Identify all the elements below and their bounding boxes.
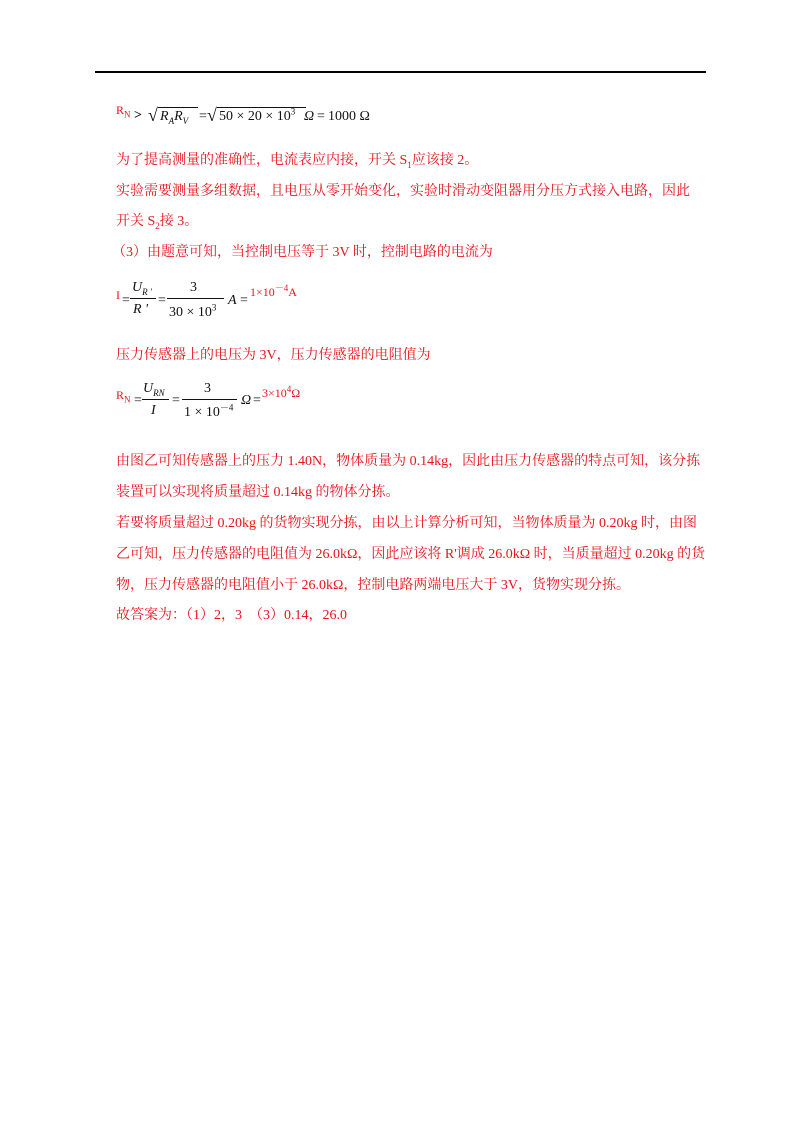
para-threshold-1: 由图乙可知传感器上的压力 1.40N，物体质量为 0.14kg，因此由压力传感器的特点可知，该分拣 bbox=[116, 454, 701, 469]
formula2-unit: A bbox=[228, 293, 237, 308]
header-rule bbox=[95, 71, 706, 73]
formula1-result: 1000 Ω bbox=[328, 109, 370, 124]
sqrt1-content: $R_AR_V$ bbox=[160, 109, 189, 126]
formula3-frac1-bar bbox=[142, 399, 169, 400]
para-adjust-1: 若要将质量超过 0.20kg 的货物实现分拣，由以上计算分析可知，当物体质量为 0.20kg 时，由图 bbox=[116, 516, 697, 531]
formula3-den1: I bbox=[151, 403, 156, 418]
formula3-eq3: = bbox=[253, 393, 261, 408]
formula2-den2: $30 \times 10^3$ bbox=[169, 302, 217, 320]
formula3-frac2-bar bbox=[182, 399, 237, 400]
formula3-unit: Ω bbox=[241, 393, 252, 408]
formula2-den1: R ' bbox=[133, 302, 149, 317]
formula2-lhs: I bbox=[116, 288, 120, 302]
para-answer: 故答案为：（1）2，3 （3）0.14，26.0 bbox=[116, 608, 347, 623]
formula3-result: $3\times 10^4\Omega$ bbox=[262, 384, 301, 400]
para-sensor-voltage: 压力传感器上的电压为 3V，压力传感器的电阻值为 bbox=[116, 348, 431, 363]
formula3-eq: = bbox=[134, 393, 142, 408]
para-multi-data-1: 实验需要测量多组数据，且电压从零开始变化，实验时滑动变阻器用分压方式接入电路，因此 bbox=[116, 184, 690, 199]
formula2-num1: $U_{R '}$ bbox=[132, 280, 152, 297]
para-adjust-3: 物，压力传感器的电阻值小于 26.0kΩ，控制电路两端电压大于 3V，货物实现分拣。 bbox=[116, 578, 631, 593]
formula1-omega: Ω bbox=[304, 109, 315, 124]
para-adjust-2: 乙可知，压力传感器的电阻值为 26.0kΩ，因此应该将 R'调成 26.0kΩ 时，当质量超过 0.20kg 的货 bbox=[116, 547, 706, 562]
formula1-lhs: $R_N$ bbox=[116, 103, 131, 120]
sqrt1-sign: √ bbox=[148, 105, 158, 125]
formula2-frac2-bar bbox=[167, 298, 224, 299]
formula2-result: $1\times 10^{-4}A$ bbox=[250, 283, 297, 299]
para-threshold-2: 装置可以实现将质量超过 0.14kg 的物体分拣。 bbox=[116, 485, 400, 500]
para-multi-data-2: 开关 $S_2$接 3。 bbox=[116, 214, 199, 231]
formula3-num2: 3 bbox=[204, 381, 211, 396]
para-part3-intro: （3）由题意可知，当控制电压等于 3V 时，控制电路的电流为 bbox=[112, 245, 493, 260]
formula3-num1: $U_{RN}$ bbox=[143, 381, 165, 398]
sqrt1-bar bbox=[158, 107, 198, 108]
para-ammeter: 为了提高测量的准确性，电流表应内接，开关 $S_1$应该接 2。 bbox=[116, 153, 479, 170]
formula3-lhs: $R_N$ bbox=[116, 388, 131, 405]
formula1-gt: > bbox=[134, 108, 142, 123]
formula2-frac1-bar bbox=[130, 298, 156, 299]
formula1-eq1: = bbox=[199, 109, 207, 124]
formula2-eq3: = bbox=[240, 293, 248, 308]
sqrt2-sign: √ bbox=[207, 105, 217, 125]
formula3-den2: $1 \times 10^{-4}$ bbox=[184, 402, 234, 420]
formula1-eq2: = bbox=[317, 109, 325, 124]
sqrt2-content: $50 \times 20 \times 10^3$ bbox=[219, 106, 296, 124]
formula3-eq2: = bbox=[172, 393, 180, 408]
formula2-num2: 3 bbox=[190, 280, 197, 295]
formula2-eq2: = bbox=[158, 293, 166, 308]
formula2-eq: = bbox=[122, 293, 130, 308]
